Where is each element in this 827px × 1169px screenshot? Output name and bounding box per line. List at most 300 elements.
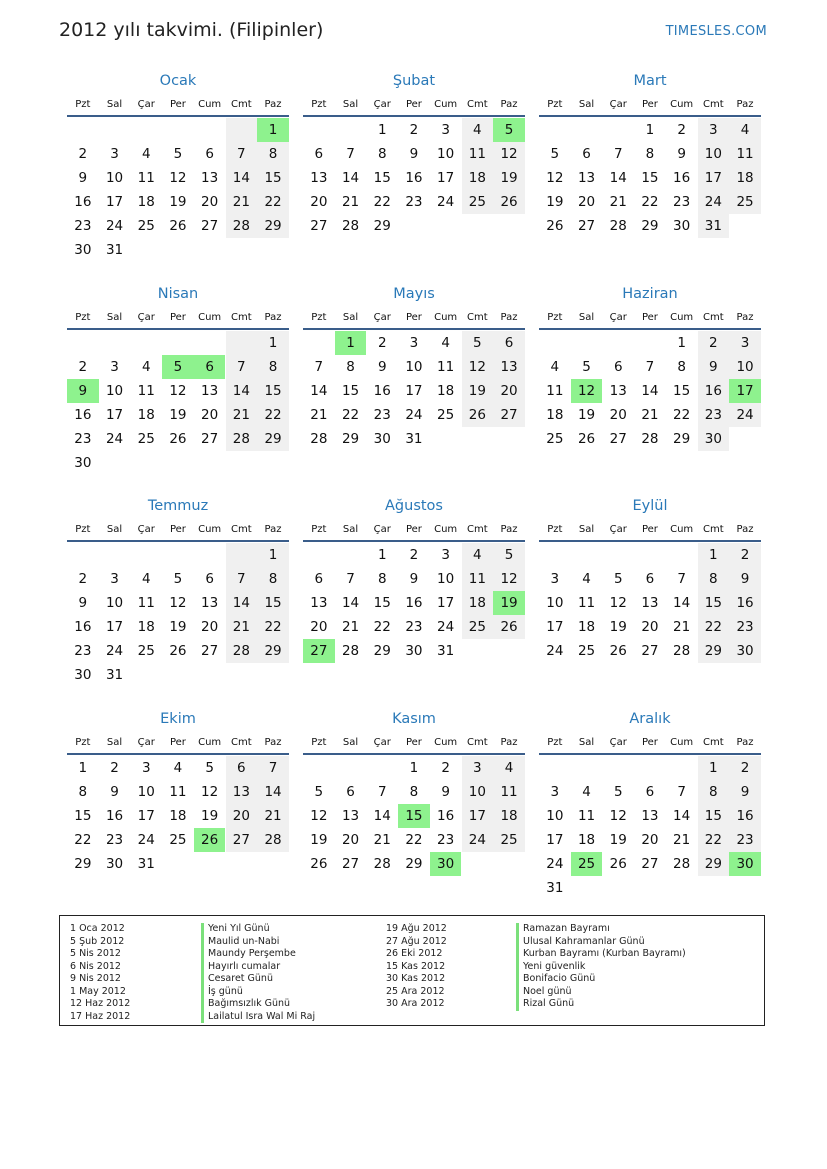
- day-cell: 29: [373, 218, 391, 234]
- day-cell: 16: [373, 383, 391, 399]
- day-cell: 18: [729, 166, 761, 190]
- day-cell: 16: [729, 804, 761, 828]
- day-cell: 30: [698, 427, 730, 451]
- day-cell: 17: [462, 804, 494, 828]
- weekday-label: Sal: [342, 99, 359, 110]
- legend-holiday-name: Maulid un-Nabi: [201, 936, 315, 949]
- day-cell: 7: [346, 571, 355, 587]
- day-cell: 31: [105, 667, 124, 683]
- header-rule: [67, 753, 289, 755]
- day-cell: 16: [105, 808, 124, 824]
- day-cell: 19: [169, 194, 187, 210]
- day-cell: 8: [409, 784, 419, 800]
- brand-link[interactable]: TIMESLES.COM: [665, 24, 767, 39]
- day-cell: 4: [729, 118, 761, 142]
- weekday-label: Paz: [264, 737, 282, 748]
- day-cell: 24: [105, 218, 124, 234]
- holiday-day-cell: 5: [162, 355, 194, 379]
- day-cell: 5: [173, 146, 183, 162]
- legend-holiday-name: Yeni güvenlik: [516, 961, 686, 974]
- weekend-blank-cell: [226, 118, 258, 142]
- day-cell: 8: [645, 146, 655, 162]
- weekday-label: Per: [169, 524, 186, 535]
- day-cell: 25: [729, 190, 761, 214]
- day-cell: 15: [673, 383, 691, 399]
- header-rule: [67, 328, 289, 330]
- day-cell: 25: [462, 615, 494, 639]
- day-cell: 19: [609, 832, 627, 848]
- day-cell: 11: [493, 780, 525, 804]
- month-name: Temmuz: [147, 498, 209, 514]
- day-cell: 23: [673, 194, 691, 210]
- holiday-day-cell: 15: [398, 804, 430, 828]
- day-cell: 7: [346, 146, 355, 162]
- day-cell: 16: [74, 194, 92, 210]
- day-cell: 22: [257, 190, 289, 214]
- weekday-label: Paz: [500, 99, 518, 110]
- day-cell: 26: [169, 643, 187, 659]
- day-cell: 18: [137, 619, 155, 635]
- day-cell: 23: [74, 643, 92, 659]
- day-cell: 20: [341, 832, 360, 848]
- day-cell: 19: [310, 832, 328, 848]
- day-cell: 4: [441, 335, 450, 351]
- day-cell: 13: [641, 808, 659, 824]
- month-name: Şubat: [392, 73, 436, 89]
- day-cell: 6: [613, 359, 623, 375]
- day-cell: 21: [673, 832, 691, 848]
- day-cell: 7: [314, 359, 324, 375]
- day-cell: 6: [582, 146, 591, 162]
- day-cell: 2: [729, 543, 761, 567]
- day-cell: 19: [201, 808, 219, 824]
- day-cell: 20: [310, 194, 328, 210]
- day-cell: 5: [550, 146, 560, 162]
- day-cell: 13: [609, 383, 627, 399]
- weekday-label: Paz: [736, 524, 754, 535]
- holiday-legend: [59, 915, 765, 1026]
- weekday-label: Cmt: [231, 524, 252, 535]
- day-cell: 13: [201, 170, 219, 186]
- weekday-label: Sal: [106, 312, 123, 323]
- weekday-label: Cum: [670, 99, 694, 110]
- day-cell: 12: [609, 595, 627, 611]
- day-cell: 26: [310, 856, 328, 872]
- day-cell: 18: [137, 194, 155, 210]
- legend-holiday-name: Lailatul Isra Wal Mi Raj: [201, 1011, 315, 1024]
- holiday-day-cell: 1: [257, 118, 289, 142]
- day-cell: 29: [405, 856, 423, 872]
- legend-dates-col-2: [386, 923, 447, 1011]
- day-cell: 30: [729, 639, 761, 663]
- day-cell: 7: [677, 784, 686, 800]
- weekday-label: Paz: [736, 99, 754, 110]
- day-cell: 21: [373, 832, 391, 848]
- day-cell: 31: [437, 643, 455, 659]
- day-cell: 18: [462, 591, 494, 615]
- day-cell: 26: [609, 643, 627, 659]
- day-cell: 15: [257, 591, 289, 615]
- holiday-day-cell: 26: [194, 828, 226, 852]
- day-cell: 24: [105, 431, 124, 447]
- day-cell: 6: [314, 146, 324, 162]
- legend-holiday-date: 12 Haz 2012: [70, 998, 131, 1009]
- day-cell: 18: [169, 808, 187, 824]
- day-cell: 14: [641, 383, 659, 399]
- day-cell: 7: [677, 571, 686, 587]
- day-cell: 28: [226, 639, 258, 663]
- weekday-label: Per: [169, 99, 186, 110]
- day-cell: 22: [698, 615, 730, 639]
- day-cell: 5: [582, 359, 591, 375]
- day-cell: 24: [405, 407, 423, 423]
- day-cell: 8: [346, 359, 355, 375]
- day-cell: 31: [137, 856, 155, 872]
- day-cell: 28: [673, 643, 691, 659]
- weekday-label: Çar: [609, 524, 627, 535]
- day-cell: 15: [257, 166, 289, 190]
- holiday-day-cell: 5: [493, 118, 525, 142]
- day-cell: 14: [341, 170, 360, 186]
- day-cell: 25: [169, 832, 187, 848]
- weekday-label: Cmt: [231, 312, 252, 323]
- day-cell: 12: [493, 142, 525, 166]
- day-cell: 19: [462, 379, 494, 403]
- day-cell: 27: [201, 431, 219, 447]
- weekday-label: Pzt: [75, 312, 91, 323]
- month-name: Ağustos: [385, 498, 443, 514]
- day-cell: 4: [141, 146, 151, 162]
- day-cell: 21: [341, 194, 360, 210]
- weekday-label: Cum: [198, 524, 222, 535]
- day-cell: 21: [609, 194, 627, 210]
- weekday-label: Çar: [137, 312, 155, 323]
- day-cell: 17: [105, 194, 124, 210]
- day-cell: 20: [226, 804, 258, 828]
- day-cell: 7: [226, 355, 258, 379]
- day-cell: 4: [582, 784, 591, 800]
- day-cell: 28: [373, 856, 391, 872]
- weekday-label: Per: [641, 99, 658, 110]
- day-cell: 4: [141, 359, 151, 375]
- weekday-label: Pzt: [547, 737, 563, 748]
- day-cell: 2: [409, 122, 419, 138]
- day-cell: 9: [677, 146, 686, 162]
- day-cell: 29: [257, 427, 289, 451]
- day-cell: 24: [698, 190, 730, 214]
- day-cell: 25: [546, 431, 564, 447]
- weekday-label: Cmt: [231, 737, 252, 748]
- weekday-label: Pzt: [311, 737, 327, 748]
- weekday-label: Paz: [500, 524, 518, 535]
- weekday-label: Pzt: [547, 524, 563, 535]
- weekday-label: Per: [641, 312, 658, 323]
- legend-holiday-name: Cesaret Günü: [201, 973, 315, 986]
- day-cell: 15: [698, 804, 730, 828]
- day-cell: 14: [257, 780, 289, 804]
- day-cell: 10: [462, 780, 494, 804]
- day-cell: 15: [373, 595, 391, 611]
- holiday-day-cell: 1: [335, 331, 367, 355]
- day-cell: 5: [173, 571, 183, 587]
- header-rule: [539, 115, 761, 117]
- day-cell: 12: [609, 808, 627, 824]
- day-cell: 31: [405, 431, 423, 447]
- day-cell: 16: [405, 170, 423, 186]
- day-cell: 20: [201, 407, 219, 423]
- weekday-label: Cum: [198, 99, 222, 110]
- legend-holiday-date: 5 Nis 2012: [70, 948, 121, 959]
- day-cell: 26: [609, 856, 627, 872]
- weekday-label: Cum: [670, 312, 694, 323]
- day-cell: 6: [314, 571, 324, 587]
- day-cell: 29: [341, 431, 360, 447]
- day-cell: 23: [373, 407, 391, 423]
- weekend-blank-cell: [226, 543, 258, 567]
- day-cell: 11: [729, 142, 761, 166]
- day-cell: 9: [729, 780, 761, 804]
- day-cell: 17: [405, 383, 423, 399]
- day-cell: 13: [310, 170, 328, 186]
- weekday-label: Cum: [434, 312, 458, 323]
- day-cell: 13: [577, 170, 596, 186]
- weekday-label: Sal: [342, 737, 359, 748]
- weekday-label: Cum: [670, 737, 694, 748]
- day-cell: 3: [110, 146, 119, 162]
- day-cell: 11: [437, 359, 455, 375]
- day-cell: 19: [577, 407, 596, 423]
- day-cell: 16: [673, 170, 691, 186]
- day-cell: 21: [310, 407, 328, 423]
- weekday-label: Sal: [342, 524, 359, 535]
- day-cell: 29: [257, 639, 289, 663]
- day-cell: 23: [698, 403, 730, 427]
- day-cell: 10: [546, 808, 564, 824]
- weekday-label: Sal: [342, 312, 359, 323]
- weekday-label: Sal: [106, 737, 123, 748]
- day-cell: 28: [609, 218, 627, 234]
- day-cell: 4: [173, 760, 183, 776]
- header-rule: [303, 115, 525, 117]
- day-cell: 9: [698, 355, 730, 379]
- weekday-label: Pzt: [311, 312, 327, 323]
- weekday-label: Pzt: [75, 99, 91, 110]
- day-cell: 17: [546, 832, 564, 848]
- day-cell: 22: [673, 407, 691, 423]
- day-cell: 7: [226, 567, 258, 591]
- day-cell: 28: [641, 431, 659, 447]
- day-cell: 17: [546, 619, 564, 635]
- day-cell: 19: [493, 166, 525, 190]
- day-cell: 12: [462, 355, 494, 379]
- day-cell: 8: [677, 359, 686, 375]
- day-cell: 20: [493, 379, 525, 403]
- holiday-day-cell: 25: [571, 852, 603, 876]
- weekday-label: Cmt: [703, 99, 724, 110]
- day-cell: 18: [437, 383, 455, 399]
- day-cell: 10: [105, 170, 124, 186]
- legend-holiday-name: Bağımsızlık Günü: [201, 998, 315, 1011]
- day-cell: 2: [409, 547, 419, 563]
- day-cell: 9: [78, 170, 88, 186]
- month-name: Ekim: [160, 711, 196, 727]
- header-rule: [539, 328, 761, 330]
- day-cell: 19: [609, 619, 627, 635]
- weekday-label: Çar: [373, 524, 391, 535]
- weekday-label: Sal: [578, 524, 595, 535]
- day-cell: 21: [257, 804, 289, 828]
- day-cell: 23: [74, 218, 92, 234]
- day-cell: 10: [105, 595, 124, 611]
- day-cell: 29: [74, 856, 92, 872]
- day-cell: 27: [226, 828, 258, 852]
- day-cell: 10: [405, 359, 423, 375]
- day-cell: 3: [729, 331, 761, 355]
- weekday-label: Per: [405, 312, 422, 323]
- day-cell: 1: [698, 756, 730, 780]
- day-cell: 14: [673, 808, 691, 824]
- day-cell: 20: [577, 194, 596, 210]
- day-cell: 18: [577, 832, 596, 848]
- day-cell: 12: [546, 170, 564, 186]
- header-rule: [539, 753, 761, 755]
- day-cell: 9: [409, 571, 419, 587]
- day-cell: 12: [169, 383, 187, 399]
- day-cell: 4: [493, 756, 525, 780]
- weekday-label: Per: [405, 524, 422, 535]
- day-cell: 1: [677, 335, 686, 351]
- day-cell: 26: [546, 218, 564, 234]
- day-cell: 29: [373, 643, 391, 659]
- weekday-label: Çar: [137, 99, 155, 110]
- day-cell: 7: [226, 142, 258, 166]
- header-rule: [303, 540, 525, 542]
- day-cell: 19: [169, 619, 187, 635]
- day-cell: 9: [110, 784, 119, 800]
- day-cell: 10: [729, 355, 761, 379]
- day-cell: 5: [613, 784, 623, 800]
- day-cell: 27: [493, 403, 525, 427]
- weekday-label: Pzt: [311, 99, 327, 110]
- day-cell: 13: [310, 595, 328, 611]
- legend-holiday-date: 15 Kas 2012: [386, 960, 446, 972]
- legend-holiday-name: İş günü: [201, 986, 315, 999]
- day-cell: 24: [437, 619, 455, 635]
- day-cell: 27: [609, 431, 627, 447]
- day-cell: 2: [441, 760, 450, 776]
- day-cell: 13: [341, 808, 360, 824]
- day-cell: 8: [257, 355, 289, 379]
- holiday-day-cell: 30: [729, 852, 761, 876]
- day-cell: 26: [462, 403, 494, 427]
- day-cell: 20: [201, 619, 219, 635]
- day-cell: 12: [201, 784, 219, 800]
- day-cell: 14: [310, 383, 328, 399]
- legend-holiday-date: 1 May 2012: [70, 985, 126, 997]
- day-cell: 4: [582, 571, 591, 587]
- day-cell: 20: [310, 619, 328, 635]
- day-cell: 24: [546, 643, 564, 659]
- day-cell: 30: [373, 431, 391, 447]
- weekday-label: Çar: [609, 312, 627, 323]
- day-cell: 6: [205, 146, 214, 162]
- weekday-label: Sal: [106, 524, 123, 535]
- legend-holiday-name: Rizal Günü: [516, 998, 686, 1011]
- header-rule: [67, 115, 289, 117]
- day-cell: 31: [698, 214, 730, 238]
- day-cell: 10: [546, 595, 564, 611]
- day-cell: 22: [74, 832, 92, 848]
- day-cell: 16: [437, 808, 455, 824]
- day-cell: 27: [641, 643, 659, 659]
- day-cell: 3: [698, 118, 730, 142]
- legend-names-col-2: [516, 923, 686, 1011]
- day-cell: 23: [437, 832, 455, 848]
- day-cell: 20: [201, 194, 219, 210]
- day-cell: 25: [577, 643, 596, 659]
- weekday-label: Cmt: [467, 312, 488, 323]
- day-cell: 24: [437, 194, 455, 210]
- day-cell: 5: [613, 571, 623, 587]
- day-cell: 12: [169, 170, 187, 186]
- weekday-label: Sal: [578, 312, 595, 323]
- day-cell: 6: [493, 331, 525, 355]
- weekday-label: Sal: [578, 99, 595, 110]
- legend-holiday-date: 5 Şub 2012: [70, 935, 125, 947]
- header-rule: [303, 753, 525, 755]
- day-cell: 3: [110, 571, 119, 587]
- day-cell: 29: [673, 431, 691, 447]
- day-cell: 15: [373, 170, 391, 186]
- day-cell: 6: [226, 756, 258, 780]
- day-cell: 22: [373, 194, 391, 210]
- day-cell: 3: [550, 571, 560, 587]
- legend-holiday-name: Maundy Perşembe: [201, 948, 315, 961]
- day-cell: 18: [137, 407, 155, 423]
- weekday-label: Cum: [198, 737, 222, 748]
- weekday-label: Pzt: [75, 524, 91, 535]
- holiday-day-cell: 19: [493, 591, 525, 615]
- day-cell: 27: [341, 856, 360, 872]
- legend-dates-col-1: [70, 923, 130, 1023]
- day-cell: 1: [698, 543, 730, 567]
- weekday-label: Per: [405, 737, 422, 748]
- holiday-day-cell: 17: [729, 379, 761, 403]
- weekday-label: Per: [641, 737, 658, 748]
- weekday-label: Paz: [500, 737, 518, 748]
- weekday-label: Cum: [434, 99, 458, 110]
- day-cell: 15: [641, 170, 659, 186]
- day-cell: 13: [201, 383, 219, 399]
- day-cell: 24: [137, 832, 155, 848]
- day-cell: 22: [641, 194, 659, 210]
- day-cell: 16: [74, 407, 92, 423]
- weekday-label: Per: [405, 99, 422, 110]
- day-cell: 10: [437, 571, 455, 587]
- day-cell: 11: [577, 808, 596, 824]
- day-cell: 17: [437, 595, 455, 611]
- day-cell: 25: [137, 431, 155, 447]
- day-cell: 22: [373, 619, 391, 635]
- day-cell: 30: [405, 643, 423, 659]
- weekday-label: Pzt: [547, 312, 563, 323]
- month-name: Nisan: [157, 286, 199, 302]
- day-cell: 8: [698, 780, 730, 804]
- day-cell: 17: [698, 166, 730, 190]
- weekday-label: Per: [169, 312, 186, 323]
- day-cell: 27: [201, 218, 219, 234]
- legend-holiday-date: 17 Haz 2012: [70, 1010, 131, 1022]
